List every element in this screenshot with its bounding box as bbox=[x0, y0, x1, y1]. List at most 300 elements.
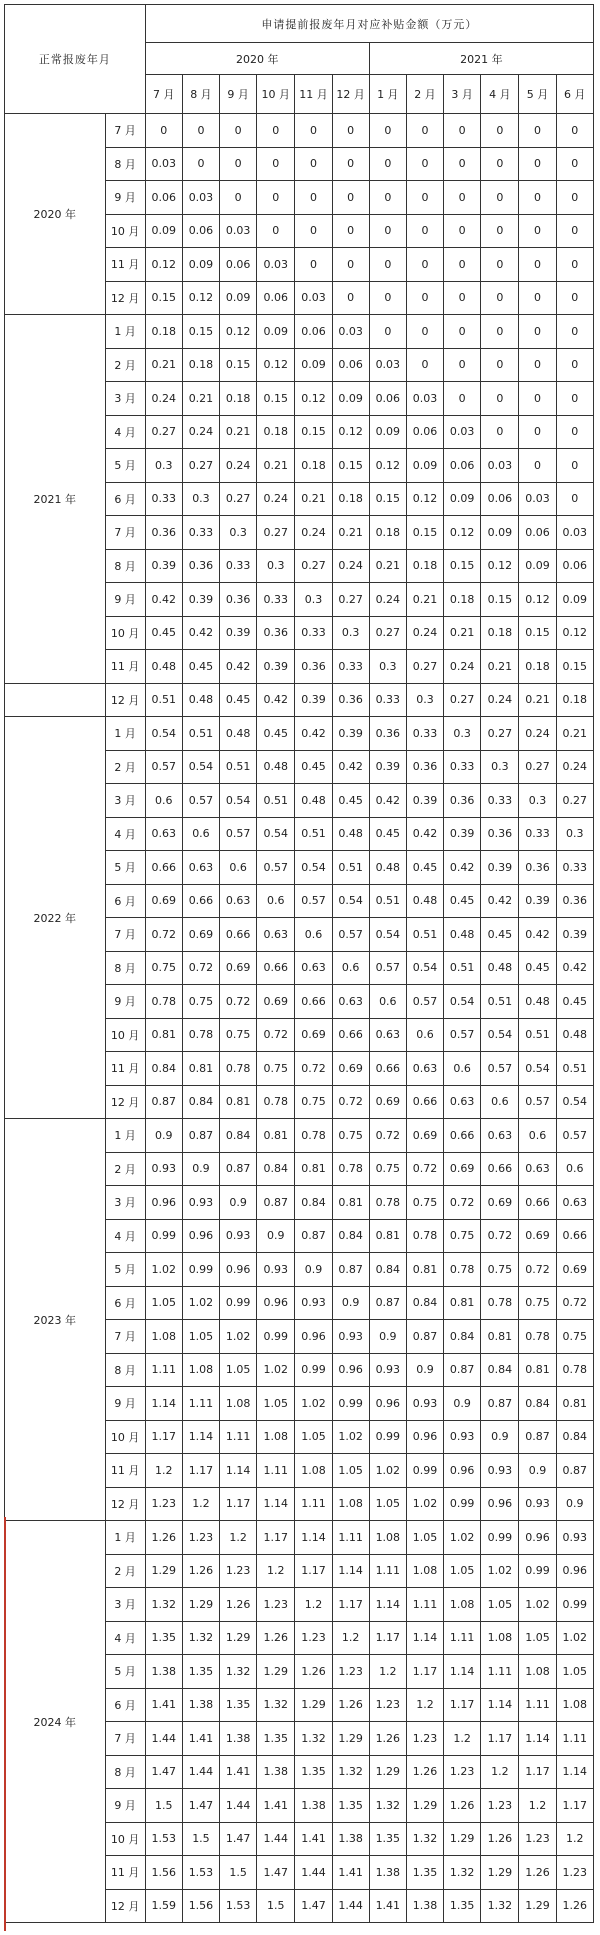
amount-cell: 1.44 bbox=[145, 1722, 182, 1756]
amount-cell: 0.6 bbox=[481, 1085, 519, 1119]
amount-cell: 0.24 bbox=[182, 415, 219, 449]
amount-cell: 0.3 bbox=[182, 482, 219, 516]
amount-cell: 0.39 bbox=[332, 717, 369, 751]
amount-cell: 0.18 bbox=[182, 348, 219, 382]
amount-cell: 1.38 bbox=[369, 1856, 406, 1890]
amount-cell: 1.35 bbox=[257, 1722, 295, 1756]
amount-cell: 1.14 bbox=[295, 1521, 332, 1555]
amount-cell: 1.14 bbox=[182, 1420, 219, 1454]
amount-cell: 0.06 bbox=[519, 516, 556, 550]
amount-cell: 0.63 bbox=[556, 1186, 593, 1220]
amount-cell: 1.5 bbox=[145, 1789, 182, 1823]
amount-cell: 0 bbox=[444, 348, 481, 382]
amount-cell: 0.66 bbox=[444, 1119, 481, 1153]
amount-cell: 0.54 bbox=[519, 1052, 556, 1086]
amount-cell: 0.72 bbox=[182, 951, 219, 985]
amount-cell: 0.54 bbox=[332, 884, 369, 918]
amount-cell: 0.51 bbox=[406, 918, 443, 952]
amount-cell: 0.18 bbox=[295, 449, 332, 483]
amount-cell: 0.21 bbox=[145, 348, 182, 382]
amount-cell: 0.84 bbox=[519, 1387, 556, 1421]
amount-cell: 1.05 bbox=[444, 1554, 481, 1588]
amount-cell: 0.75 bbox=[481, 1253, 519, 1287]
amount-cell: 1.05 bbox=[257, 1387, 295, 1421]
amount-cell: 1.02 bbox=[556, 1621, 593, 1655]
amount-cell: 0.36 bbox=[182, 549, 219, 583]
amount-cell: 0.36 bbox=[519, 851, 556, 885]
amount-cell: 0.15 bbox=[519, 616, 556, 650]
amount-cell: 0.39 bbox=[556, 918, 593, 952]
amount-cell: 0.27 bbox=[369, 616, 406, 650]
amount-cell: 0.12 bbox=[519, 583, 556, 617]
amount-cell: 0 bbox=[182, 147, 219, 181]
amount-cell: 1.47 bbox=[220, 1822, 257, 1856]
amount-cell: 1.2 bbox=[369, 1655, 406, 1689]
amount-cell: 0.63 bbox=[220, 884, 257, 918]
amount-cell: 1.08 bbox=[295, 1454, 332, 1488]
amount-cell: 0.99 bbox=[220, 1286, 257, 1320]
amount-cell: 1.32 bbox=[295, 1722, 332, 1756]
amount-cell: 0.06 bbox=[295, 315, 332, 349]
amount-cell: 1.23 bbox=[220, 1554, 257, 1588]
amount-cell: 1.17 bbox=[332, 1588, 369, 1622]
year-group-label: 2023 年 bbox=[5, 1119, 106, 1521]
amount-cell: 1.29 bbox=[295, 1688, 332, 1722]
amount-cell: 0.57 bbox=[220, 817, 257, 851]
amount-cell: 0.96 bbox=[481, 1487, 519, 1521]
amount-cell: 0.15 bbox=[332, 449, 369, 483]
amount-cell: 0.45 bbox=[182, 650, 219, 684]
amount-cell: 0.48 bbox=[145, 650, 182, 684]
amount-cell: 0 bbox=[406, 147, 443, 181]
amount-cell: 1.14 bbox=[332, 1554, 369, 1588]
amount-cell: 0.48 bbox=[444, 918, 481, 952]
amount-cell: 0.48 bbox=[257, 750, 295, 784]
amount-cell: 0.39 bbox=[444, 817, 481, 851]
amount-cell: 0 bbox=[145, 114, 182, 148]
amount-cell: 0.09 bbox=[295, 348, 332, 382]
month-label: 5 月 bbox=[105, 449, 145, 483]
month-label: 2 月 bbox=[105, 1152, 145, 1186]
amount-cell: 0.27 bbox=[182, 449, 219, 483]
amount-cell: 0 bbox=[556, 114, 593, 148]
amount-cell: 0.72 bbox=[444, 1186, 481, 1220]
amount-cell: 0.3 bbox=[257, 549, 295, 583]
amount-cell: 1.17 bbox=[257, 1521, 295, 1555]
amount-cell: 0 bbox=[481, 248, 519, 282]
amount-cell: 0.18 bbox=[519, 650, 556, 684]
amount-cell: 0 bbox=[519, 382, 556, 416]
month-header: 9 月 bbox=[220, 75, 257, 114]
amount-cell: 1.47 bbox=[145, 1755, 182, 1789]
amount-cell: 0.6 bbox=[444, 1052, 481, 1086]
amount-cell: 0.45 bbox=[519, 951, 556, 985]
amount-cell: 0.72 bbox=[220, 985, 257, 1019]
amount-cell: 0.09 bbox=[406, 449, 443, 483]
amount-cell: 0.75 bbox=[182, 985, 219, 1019]
amount-cell: 0.39 bbox=[481, 851, 519, 885]
amount-cell: 1.29 bbox=[220, 1621, 257, 1655]
amount-cell: 0 bbox=[406, 281, 443, 315]
amount-cell: 1.11 bbox=[444, 1621, 481, 1655]
amount-cell: 0.54 bbox=[369, 918, 406, 952]
amount-cell: 0.27 bbox=[444, 683, 481, 717]
amount-cell: 0.84 bbox=[295, 1186, 332, 1220]
amount-cell: 1.11 bbox=[519, 1688, 556, 1722]
amount-cell: 0.36 bbox=[406, 750, 443, 784]
amount-cell: 0.51 bbox=[182, 717, 219, 751]
amount-cell: 1.59 bbox=[145, 1889, 182, 1923]
month-header: 6 月 bbox=[556, 75, 593, 114]
year-group-label: 2021 年 bbox=[5, 315, 106, 684]
amount-cell: 0.75 bbox=[295, 1085, 332, 1119]
amount-cell: 0.18 bbox=[257, 415, 295, 449]
amount-cell: 1.35 bbox=[406, 1856, 443, 1890]
amount-cell: 0.66 bbox=[369, 1052, 406, 1086]
amount-cell: 0.36 bbox=[332, 683, 369, 717]
amount-cell: 0.3 bbox=[295, 583, 332, 617]
amount-cell: 1.17 bbox=[519, 1755, 556, 1789]
amount-cell: 0.93 bbox=[556, 1521, 593, 1555]
amount-cell: 0.66 bbox=[481, 1152, 519, 1186]
amount-cell: 1.23 bbox=[556, 1856, 593, 1890]
amount-cell: 0.54 bbox=[406, 951, 443, 985]
amount-cell: 0.6 bbox=[220, 851, 257, 885]
table-row bbox=[5, 1119, 594, 1153]
amount-cell: 0.36 bbox=[295, 650, 332, 684]
amount-cell: 0.57 bbox=[444, 1018, 481, 1052]
amount-cell: 1.08 bbox=[481, 1621, 519, 1655]
amount-cell: 1.02 bbox=[332, 1420, 369, 1454]
amount-cell: 0.21 bbox=[332, 516, 369, 550]
amount-cell: 1.08 bbox=[556, 1688, 593, 1722]
amount-cell: 0.39 bbox=[257, 650, 295, 684]
amount-cell: 0.3 bbox=[444, 717, 481, 751]
amount-cell: 1.2 bbox=[220, 1521, 257, 1555]
amount-cell: 0.81 bbox=[406, 1253, 443, 1287]
amount-cell: 0.57 bbox=[369, 951, 406, 985]
month-label: 7 月 bbox=[105, 516, 145, 550]
month-label: 3 月 bbox=[105, 1186, 145, 1220]
amount-cell: 1.08 bbox=[444, 1588, 481, 1622]
amount-cell: 1.08 bbox=[182, 1353, 219, 1387]
amount-cell: 1.26 bbox=[444, 1789, 481, 1823]
amount-cell: 0.78 bbox=[519, 1320, 556, 1354]
amount-cell: 1.05 bbox=[369, 1487, 406, 1521]
amount-cell: 0.75 bbox=[332, 1119, 369, 1153]
amount-cell: 1.5 bbox=[220, 1856, 257, 1890]
amount-cell: 0.42 bbox=[519, 918, 556, 952]
amount-cell: 0.66 bbox=[257, 951, 295, 985]
amount-cell: 0 bbox=[556, 147, 593, 181]
amount-cell: 0.66 bbox=[406, 1085, 443, 1119]
amount-cell: 0.66 bbox=[295, 985, 332, 1019]
amount-cell: 0.81 bbox=[182, 1052, 219, 1086]
amount-cell: 1.23 bbox=[257, 1588, 295, 1622]
amount-cell: 1.23 bbox=[145, 1487, 182, 1521]
amount-cell: 0 bbox=[220, 114, 257, 148]
amount-cell: 0.87 bbox=[332, 1253, 369, 1287]
amount-cell: 0.66 bbox=[519, 1186, 556, 1220]
amount-cell: 0 bbox=[556, 248, 593, 282]
amount-cell: 0.21 bbox=[369, 549, 406, 583]
amount-cell: 1.38 bbox=[220, 1722, 257, 1756]
amount-cell: 1.47 bbox=[295, 1889, 332, 1923]
amount-cell: 1.29 bbox=[406, 1789, 443, 1823]
amount-cell: 0.75 bbox=[220, 1018, 257, 1052]
amount-cell: 0.06 bbox=[481, 482, 519, 516]
amount-cell: 0.09 bbox=[220, 281, 257, 315]
amount-cell: 0.3 bbox=[332, 616, 369, 650]
amount-cell: 0 bbox=[556, 415, 593, 449]
month-header: 2 月 bbox=[406, 75, 443, 114]
amount-cell: 0 bbox=[295, 248, 332, 282]
amount-cell: 0.27 bbox=[332, 583, 369, 617]
amount-cell: 0.69 bbox=[369, 1085, 406, 1119]
amount-cell: 1.26 bbox=[295, 1655, 332, 1689]
amount-cell: 1.35 bbox=[220, 1688, 257, 1722]
month-label: 4 月 bbox=[105, 1621, 145, 1655]
amount-cell: 0.06 bbox=[257, 281, 295, 315]
amount-cell: 1.56 bbox=[182, 1889, 219, 1923]
month-label: 9 月 bbox=[105, 181, 145, 215]
amount-cell: 0.78 bbox=[295, 1119, 332, 1153]
amount-cell: 0.33 bbox=[295, 616, 332, 650]
amount-cell: 0.15 bbox=[406, 516, 443, 550]
month-label: 2 月 bbox=[105, 750, 145, 784]
amount-cell: 0.27 bbox=[145, 415, 182, 449]
amount-cell: 0.24 bbox=[444, 650, 481, 684]
amount-cell: 0.78 bbox=[444, 1253, 481, 1287]
amount-cell: 0.87 bbox=[145, 1085, 182, 1119]
amount-cell: 0.15 bbox=[369, 482, 406, 516]
amount-cell: 0.48 bbox=[220, 717, 257, 751]
amount-cell: 1.17 bbox=[481, 1722, 519, 1756]
amount-cell: 0.84 bbox=[182, 1085, 219, 1119]
amount-cell: 0.93 bbox=[332, 1320, 369, 1354]
amount-cell: 0.36 bbox=[145, 516, 182, 550]
amount-cell: 0.51 bbox=[257, 784, 295, 818]
amount-cell: 0.45 bbox=[369, 817, 406, 851]
amount-cell: 1.17 bbox=[145, 1420, 182, 1454]
amount-cell: 0.51 bbox=[444, 951, 481, 985]
amount-cell: 0.72 bbox=[519, 1253, 556, 1287]
amount-cell: 0 bbox=[556, 449, 593, 483]
amount-cell: 0.21 bbox=[556, 717, 593, 751]
amount-cell: 1.14 bbox=[220, 1454, 257, 1488]
amount-cell: 0 bbox=[519, 281, 556, 315]
amount-cell: 0.24 bbox=[220, 449, 257, 483]
amount-cell: 1.38 bbox=[182, 1688, 219, 1722]
amount-cell: 0.27 bbox=[220, 482, 257, 516]
amount-cell: 0.54 bbox=[295, 851, 332, 885]
amount-cell: 1.2 bbox=[444, 1722, 481, 1756]
amount-cell: 0 bbox=[519, 315, 556, 349]
amount-cell: 1.26 bbox=[519, 1856, 556, 1890]
amount-cell: 0.42 bbox=[406, 817, 443, 851]
month-label: 4 月 bbox=[105, 415, 145, 449]
amount-cell: 0.66 bbox=[145, 851, 182, 885]
amount-cell: 0.21 bbox=[295, 482, 332, 516]
amount-cell: 0.87 bbox=[257, 1186, 295, 1220]
amount-cell: 0.21 bbox=[444, 616, 481, 650]
amount-cell: 0.57 bbox=[145, 750, 182, 784]
amount-cell: 1.41 bbox=[257, 1789, 295, 1823]
month-header: 11 月 bbox=[295, 75, 332, 114]
amount-cell: 0.84 bbox=[220, 1119, 257, 1153]
amount-cell: 0.72 bbox=[406, 1152, 443, 1186]
amount-cell: 1.02 bbox=[257, 1353, 295, 1387]
amount-cell: 0.84 bbox=[369, 1253, 406, 1287]
amount-cell: 0.18 bbox=[481, 616, 519, 650]
amount-cell: 0.57 bbox=[556, 1119, 593, 1153]
amount-cell: 0 bbox=[257, 181, 295, 215]
amount-cell: 1.17 bbox=[369, 1621, 406, 1655]
amount-cell: 1.41 bbox=[332, 1856, 369, 1890]
amount-cell: 0.45 bbox=[145, 616, 182, 650]
amount-cell: 0.72 bbox=[556, 1286, 593, 1320]
month-label: 10 月 bbox=[105, 1018, 145, 1052]
amount-cell: 0.9 bbox=[220, 1186, 257, 1220]
amount-cell: 0.18 bbox=[556, 683, 593, 717]
amount-cell: 0.45 bbox=[332, 784, 369, 818]
amount-cell: 0.81 bbox=[556, 1387, 593, 1421]
amount-cell: 0.45 bbox=[220, 683, 257, 717]
amount-cell: 1.14 bbox=[481, 1688, 519, 1722]
amount-cell: 0.09 bbox=[444, 482, 481, 516]
amount-cell: 1.5 bbox=[182, 1822, 219, 1856]
amount-cell: 0 bbox=[481, 181, 519, 215]
month-label: 1 月 bbox=[105, 1521, 145, 1555]
amount-cell: 0.36 bbox=[220, 583, 257, 617]
amount-cell: 0 bbox=[444, 382, 481, 416]
amount-cell: 0.6 bbox=[369, 985, 406, 1019]
amount-cell: 1.38 bbox=[145, 1655, 182, 1689]
amount-cell: 1.11 bbox=[295, 1487, 332, 1521]
amount-cell: 0.78 bbox=[556, 1353, 593, 1387]
year-group-label: 2022 年 bbox=[5, 717, 106, 1119]
amount-cell: 1.32 bbox=[145, 1588, 182, 1622]
amount-cell: 0.27 bbox=[295, 549, 332, 583]
month-label: 9 月 bbox=[105, 1387, 145, 1421]
amount-cell: 0.69 bbox=[145, 884, 182, 918]
amount-cell: 0 bbox=[406, 315, 443, 349]
amount-cell: 1.2 bbox=[145, 1454, 182, 1488]
amount-cell: 0.42 bbox=[444, 851, 481, 885]
amount-cell: 0.9 bbox=[145, 1119, 182, 1153]
month-label: 12 月 bbox=[105, 1487, 145, 1521]
amount-cell: 1.38 bbox=[257, 1755, 295, 1789]
month-label: 8 月 bbox=[105, 147, 145, 181]
amount-cell: 0.24 bbox=[481, 683, 519, 717]
amount-cell: 0.15 bbox=[444, 549, 481, 583]
amount-cell: 0.27 bbox=[481, 717, 519, 751]
amount-cell: 1.14 bbox=[406, 1621, 443, 1655]
amount-cell: 0.66 bbox=[556, 1219, 593, 1253]
amount-cell: 0.24 bbox=[332, 549, 369, 583]
amount-cell: 0.99 bbox=[556, 1588, 593, 1622]
amount-cell: 0 bbox=[406, 248, 443, 282]
amount-cell: 0 bbox=[220, 147, 257, 181]
amount-cell: 0 bbox=[519, 181, 556, 215]
amount-cell: 0.21 bbox=[519, 683, 556, 717]
month-label: 2 月 bbox=[105, 1554, 145, 1588]
subsidy-table bbox=[4, 4, 594, 1923]
month-label: 12 月 bbox=[105, 1085, 145, 1119]
year-header-2021: 2021 年 bbox=[369, 43, 593, 75]
year-header-2020: 2020 年 bbox=[145, 43, 369, 75]
amount-cell: 1.32 bbox=[406, 1822, 443, 1856]
amount-cell: 1.17 bbox=[220, 1487, 257, 1521]
month-label: 9 月 bbox=[105, 583, 145, 617]
amount-cell: 0.84 bbox=[481, 1353, 519, 1387]
month-header: 5 月 bbox=[519, 75, 556, 114]
amount-cell: 0.39 bbox=[145, 549, 182, 583]
amount-cell: 0.78 bbox=[369, 1186, 406, 1220]
amount-cell: 0 bbox=[406, 181, 443, 215]
amount-cell: 0.99 bbox=[295, 1353, 332, 1387]
month-label: 5 月 bbox=[105, 1253, 145, 1287]
amount-cell: 0.12 bbox=[332, 415, 369, 449]
month-label: 1 月 bbox=[105, 717, 145, 751]
amount-cell: 0 bbox=[182, 114, 219, 148]
amount-cell: 1.41 bbox=[145, 1688, 182, 1722]
amount-cell: 0.93 bbox=[295, 1286, 332, 1320]
amount-cell: 0.9 bbox=[481, 1420, 519, 1454]
amount-cell: 1.35 bbox=[145, 1621, 182, 1655]
amount-cell: 0.99 bbox=[332, 1387, 369, 1421]
amount-cell: 0.54 bbox=[257, 817, 295, 851]
amount-cell: 0.21 bbox=[182, 382, 219, 416]
amount-cell: 0.81 bbox=[295, 1152, 332, 1186]
amount-cell: 1.41 bbox=[182, 1722, 219, 1756]
table-row bbox=[5, 114, 594, 148]
amount-cell: 0.96 bbox=[444, 1454, 481, 1488]
amount-cell: 1.14 bbox=[369, 1588, 406, 1622]
month-label: 4 月 bbox=[105, 817, 145, 851]
amount-cell: 0.93 bbox=[519, 1487, 556, 1521]
amount-cell: 0.39 bbox=[182, 583, 219, 617]
amount-cell: 0.54 bbox=[556, 1085, 593, 1119]
amount-cell: 1.32 bbox=[182, 1621, 219, 1655]
amount-cell: 0.09 bbox=[481, 516, 519, 550]
amount-cell: 0 bbox=[556, 281, 593, 315]
amount-cell: 1.47 bbox=[182, 1789, 219, 1823]
amount-cell: 1.11 bbox=[406, 1588, 443, 1622]
amount-cell: 0 bbox=[519, 348, 556, 382]
amount-cell: 1.17 bbox=[556, 1789, 593, 1823]
year-group-label bbox=[5, 683, 106, 717]
month-label: 8 月 bbox=[105, 1755, 145, 1789]
amount-cell: 0.24 bbox=[145, 382, 182, 416]
amount-cell: 1.29 bbox=[519, 1889, 556, 1923]
amount-cell: 1.44 bbox=[220, 1789, 257, 1823]
amount-cell: 1.08 bbox=[145, 1320, 182, 1354]
amount-cell: 1.29 bbox=[481, 1856, 519, 1890]
amount-cell: 1.23 bbox=[295, 1621, 332, 1655]
amount-cell: 0.06 bbox=[406, 415, 443, 449]
amount-cell: 0.45 bbox=[257, 717, 295, 751]
amount-cell: 0 bbox=[295, 214, 332, 248]
amount-cell: 0.42 bbox=[481, 884, 519, 918]
amount-cell: 0 bbox=[444, 181, 481, 215]
amount-cell: 0.69 bbox=[481, 1186, 519, 1220]
amount-cell: 1.41 bbox=[220, 1755, 257, 1789]
amount-cell: 0.48 bbox=[481, 951, 519, 985]
amount-cell: 0 bbox=[519, 449, 556, 483]
amount-cell: 0.81 bbox=[369, 1219, 406, 1253]
month-label: 1 月 bbox=[105, 1119, 145, 1153]
